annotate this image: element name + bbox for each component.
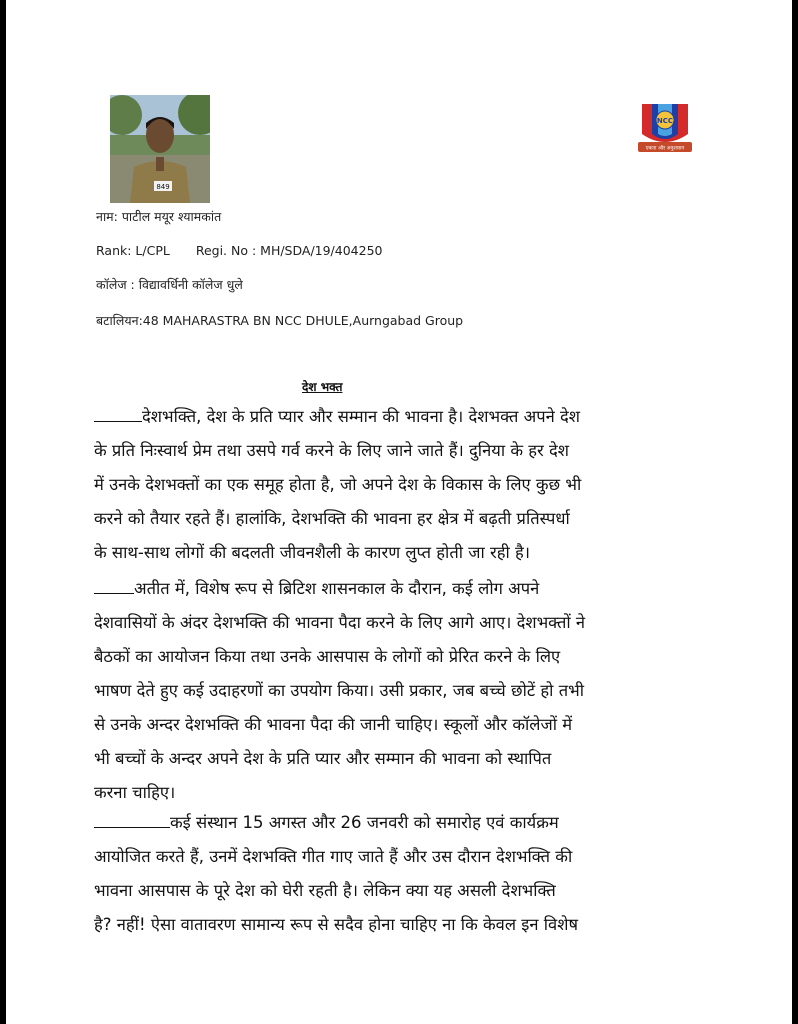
essay-title: देश भक्त bbox=[302, 380, 343, 394]
ncc-emblem-icon bbox=[630, 98, 700, 156]
essay-paragraph-1 bbox=[94, 400, 706, 570]
paragraph-line: करने को तैयार रहते हैं। हालांकि, देशभक्ति की भावना हर क्षेत्र में बढ़ती प्रतिस्पर्धा bbox=[94, 509, 570, 528]
blank-line bbox=[94, 403, 142, 422]
paragraph-line: के प्रति निःस्वार्थ प्रेम तथा उसपे गर्व करने के लिए जाने जाते हैं। दुनिया के हर देश bbox=[94, 441, 569, 460]
paragraph-line: भी बच्चों के अन्दर अपने देश के प्रति प्यार और सम्मान की भावना को स्थापित bbox=[94, 749, 552, 768]
essay-paragraph-2 bbox=[94, 572, 706, 810]
paragraph-line: में उनके देशभक्तों का एक समूह होता है, जो अपने देश के विकास के लिए कुछ भी bbox=[94, 475, 582, 494]
paragraph-line: भावना आसपास के पूरे देश को घेरी रहती है। लेकिन क्या यह असली देशभक्ति bbox=[94, 881, 556, 900]
paragraph-line: के साथ-साथ लोगों की बदलती जीवनशैली के कारण लुप्त होती जा रही है। bbox=[94, 543, 531, 562]
rank-regi-line bbox=[96, 243, 383, 258]
blank-line bbox=[94, 809, 170, 828]
college-line: कॉलेज : विद्यावर्धिनी कॉलेज धुले bbox=[96, 277, 243, 292]
paragraph-line: आयोजित करते हैं, उनमें देशभक्ति गीत गाए जाते हैं और उस दौरान देशभक्ति की bbox=[94, 847, 573, 866]
regi-text: Regi. No : MH/SDA/19/404250 bbox=[195, 243, 383, 258]
logo-text: NCC bbox=[656, 117, 674, 125]
rank-text: Rank: L/CPL bbox=[96, 243, 170, 258]
cadet-photo bbox=[110, 95, 210, 203]
paragraph-line: है? नहीं! ऐसा वातावरण सामान्य रूप से सदैव होना चाहिए ना कि केवल इन विशेष bbox=[94, 915, 578, 934]
paragraph-line: करना चाहिए। bbox=[94, 783, 176, 802]
blank-line bbox=[94, 575, 134, 594]
paragraph-line: कई संस्थान 15 अगस्त और 26 जनवरी को समारोह एवं कार्यक्रम bbox=[94, 806, 706, 840]
cadet-portrait-image bbox=[110, 95, 210, 203]
paragraph-line: देशभक्ति, देश के प्रति प्यार और सम्मान की भावना है। देशभक्त अपने देश bbox=[94, 400, 706, 434]
ncc-logo bbox=[630, 98, 700, 156]
paragraph-line: देशवासियों के अंदर देशभक्ति की भावना पैदा करने के लिए आगे आए। देशभक्तों ने bbox=[94, 613, 586, 632]
cadet-name: नाम: पाटील मयूर श्यामकांत bbox=[96, 209, 222, 224]
paragraph-line: अतीत में, विशेष रूप से ब्रिटिश शासनकाल के दौरान, कई लोग अपने bbox=[94, 572, 706, 606]
logo-motto: एकता और अनुशासन bbox=[645, 145, 685, 152]
badge-number: 849 bbox=[156, 183, 170, 191]
paragraph-line: से उनके अन्दर देशभक्ति की भावना पैदा की जानी चाहिए। स्कूलों और कॉलेजों में bbox=[94, 715, 573, 734]
essay-paragraph-3 bbox=[94, 806, 706, 942]
document-page bbox=[6, 0, 792, 1024]
paragraph-line: भाषण देते हुए कई उदाहरणों का उपयोग किया। उसी प्रकार, जब बच्चे छोटें हो तभी bbox=[94, 681, 584, 700]
battalion-line: बटालियन:48 MAHARASTRA BN NCC DHULE,Aurngabad Group bbox=[96, 313, 464, 328]
paragraph-line: बैठकों का आयोजन किया तथा उनके आसपास के लोगों को प्रेरित करने के लिए bbox=[94, 647, 561, 666]
